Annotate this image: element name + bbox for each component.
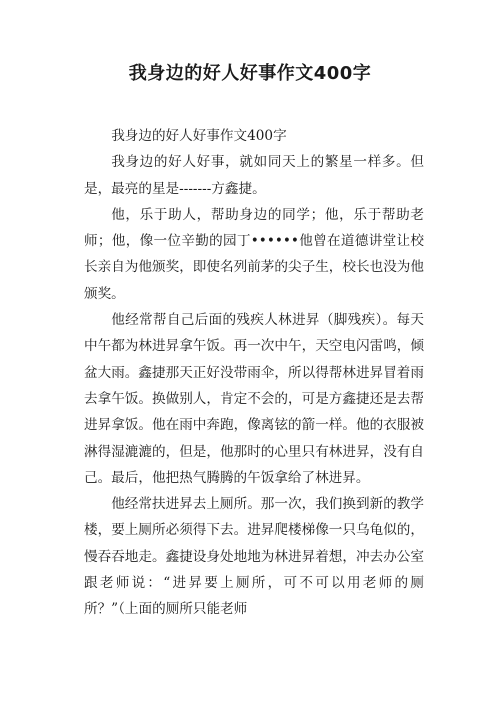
paragraph-3: 他经常帮自己后面的残疾人林进昇（脚残疾）。每天中午都为林进昇拿午饭。再一次中午，天空电闪雷鸣，倾盆大雨。鑫捷那天正好没带雨伞，所以得帮林进昇冒着雨去拿午饭。换做别人，肯定不会的，可是方鑫捷还是去帮进昇拿饭。他在雨中奔跑，像离铉的箭一样。他的衣服被淋得湿漉漉的，但是，他那时的心里只有林进昇，没有自己。最后，他把热气腾腾的午饭拿给了林进昇。: [84, 312, 424, 486]
paragraph-4: 他经常扶进昇去上厕所。那一次，我们换到新的教学楼，要上厕所必须得下去。进昇爬楼梯像一只乌龟似的，慢吞吞地走。鑫捷设身处地地为林进昇着想，冲去办公室跟老师说：“进昇要上厕所，可不可以用老师的厕所？”（上面的厕所只能老师: [84, 496, 424, 618]
paragraph-1: 我身边的好人好事，就如同天上的繁星一样多。但是，最亮的星是-------方鑫捷。: [84, 154, 424, 197]
document-body: [84, 123, 424, 623]
paragraph-2: 他，乐于助人，帮助身边的同学；他，乐于帮助老师；他，像一位辛勤的园丁••••••他曾在道德讲堂让校长亲自为他颁奖，即使名列前茅的尖子生，校长也没为他颁奖。: [84, 206, 424, 302]
paragraph-subtitle: 我身边的好人好事作文400字: [111, 128, 287, 144]
document-title: 我身边的好人好事作文400字: [128, 63, 372, 84]
